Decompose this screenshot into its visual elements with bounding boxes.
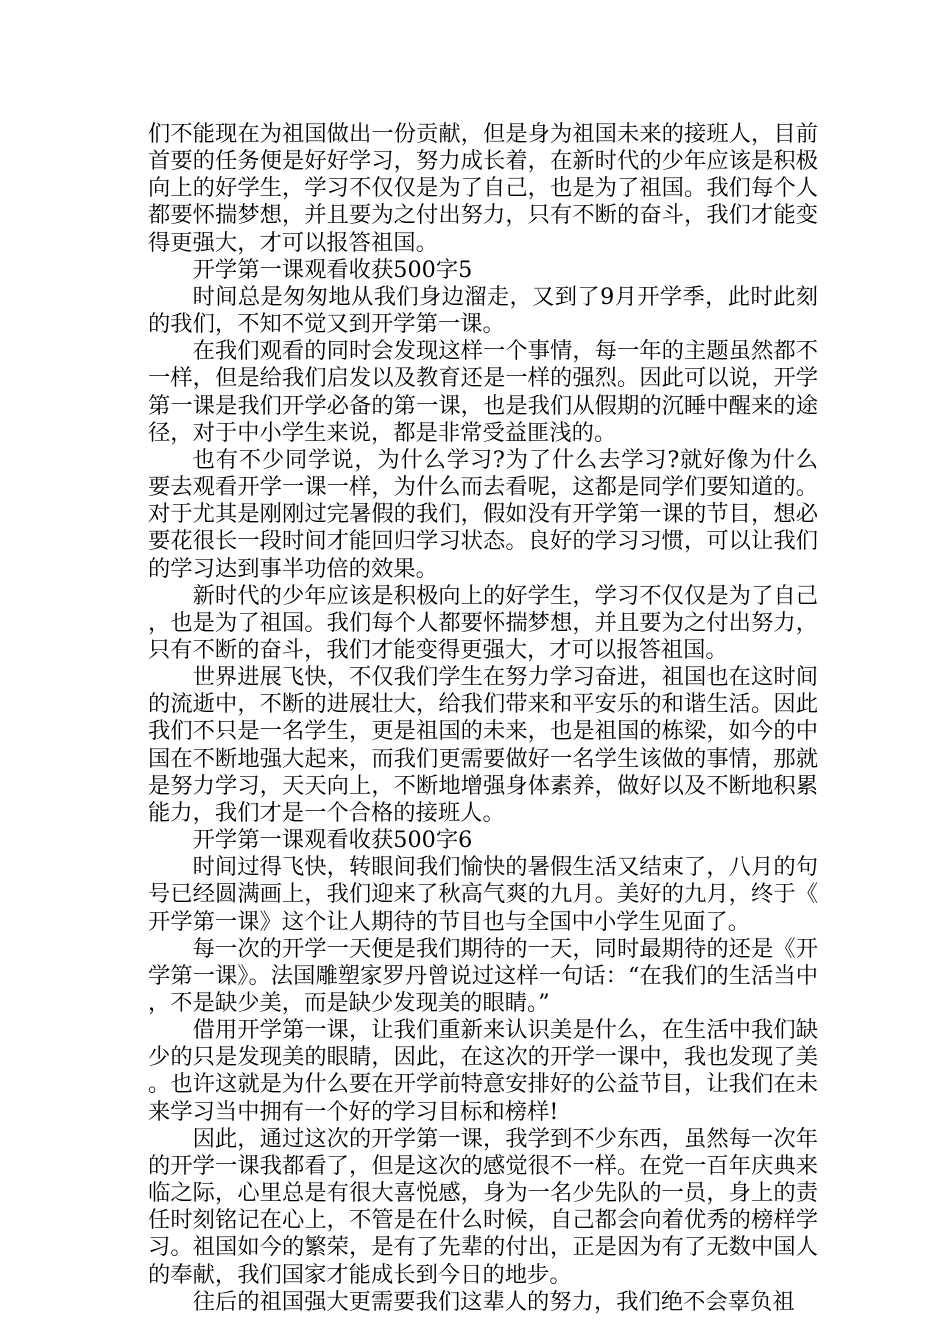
paragraph: 世界进展飞快，不仅我们学生在努力学习奋进，祖国也在这时间的流逝中，不断的进展壮大，给我们带来和平安乐的和谐生活。因此我们不只是一名学生，更是祖国的未来，也是祖国的栋梁，如今的中国在不断地强大起来，而我们更需要做好一名学生该做的事情，那就是努力学习，天天向上，不断地增强身体素养，做好以及不断地积累能力，我们才是一个合格的接班人。 bbox=[148, 664, 818, 826]
paragraph-truncated: 往后的祖国强大更需要我们这辈人的努力，我们绝不会辜负祖 bbox=[192, 1288, 795, 1315]
section-heading-5: 开学第一课观看收获500字5 bbox=[192, 256, 473, 283]
paragraph: 时间过得飞快，转眼间我们愉快的暑假生活又结束了，八月的句号已经圆满画上，我们迎来了秋高气爽的九月。美好的九月，终于《开学第一课》这个让人期待的节目也与全国中小学生见面了。 bbox=[148, 854, 818, 935]
paragraph: 借用开学第一课，让我们重新来认识美是什么，在生活中我们缺少的只是发现美的眼睛，因此，在这次的开学一课中，我也发现了美。也许这就是为什么要在开学前特意安排好的公益节目，让我们在未来学习当中拥有一个好的学习目标和榜样! bbox=[148, 1017, 818, 1125]
paragraph: 时间总是匆匆地从我们身边溜走，又到了9月开学季，此时此刻的我们，不知不觉又到开学第一课。 bbox=[148, 283, 818, 338]
paragraph: 因此，通过这次的开学第一课，我学到不少东西，虽然每一次年的开学一课我都看了，但是这次的感觉很不一样。在党一百年庆典来临之际，心里总是有很大喜悦感，身为一名少先队的一员，身上的责任时刻铭记在心上，不管是在什么时候，自己都会向着优秀的榜样学习。祖国如今的繁荣，是有了先辈的付出，正是因为有了无数中国人的奉献，我们国家才能成长到今日的地步。 bbox=[148, 1125, 818, 1288]
paragraph-continuation: 们不能现在为祖国做出一份贡献，但是身为祖国未来的接班人，目前首要的任务便是好好学习，努力成长着，在新时代的少年应该是积极向上的好学生，学习不仅仅是为了自己，也是为了祖国。我们每个人都要怀揣梦想，并且要为之付出努力，只有不断的奋斗，我们才能变得更强大，才可以报答祖国。 bbox=[148, 121, 818, 256]
section-heading-6: 开学第一课观看收获500字6 bbox=[192, 827, 473, 854]
paragraph: 每一次的开学一天便是我们期待的一天，同时最期待的还是《开学第一课》。法国雕塑家罗丹曾说过这样一句话：“在我们的生活当中，不是缺少美，而是缺少发现美的眼睛。” bbox=[148, 935, 818, 1016]
paragraph: 在我们观看的同时会发现这样一个事情，每一年的主题虽然都不一样，但是给我们启发以及教育还是一样的强烈。因此可以说，开学第一课是我们开学必备的第一课，也是我们从假期的沉睡中醒来的途径，对于中小学生来说，都是非常受益匪浅的。 bbox=[148, 338, 818, 446]
paragraph: 新时代的少年应该是积极向上的好学生，学习不仅仅是为了自己，也是为了祖国。我们每个人都要怀揣梦想，并且要为之付出努力，只有不断的奋斗，我们才能变得更强大，才可以报答祖国。 bbox=[148, 582, 818, 663]
document-page bbox=[148, 121, 818, 1316]
paragraph: 也有不少同学说，为什么学习?为了什么去学习?就好像为什么要去观看开学一课一样，为什么而去看呢，这都是同学们要知道的。对于尤其是刚刚过完暑假的我们，假如没有开学第一课的节目，想必要花很长一段时间才能回归学习状态。良好的学习习惯，可以让我们的学习达到事半功倍的效果。 bbox=[148, 446, 818, 582]
